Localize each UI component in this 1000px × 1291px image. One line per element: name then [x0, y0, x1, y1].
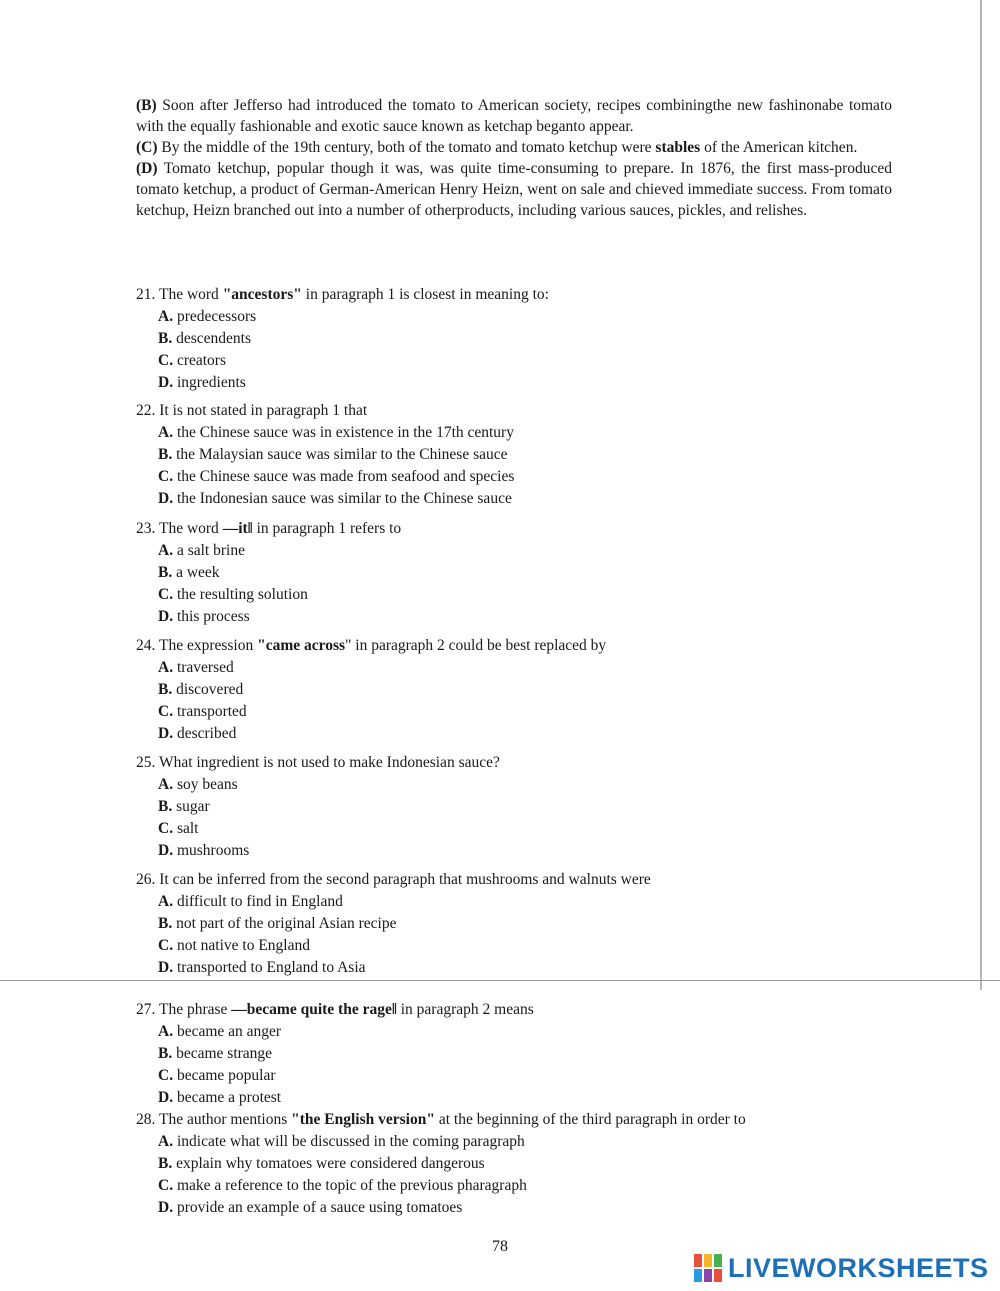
- option-b[interactable]: B. discovered: [158, 681, 244, 698]
- option-a[interactable]: A. traversed: [158, 659, 234, 676]
- option-a[interactable]: A. a salt brine: [158, 542, 245, 559]
- option-d[interactable]: D. mushrooms: [158, 842, 250, 859]
- option-a[interactable]: A. indicate what will be discussed in the coming paragraph: [158, 1133, 525, 1150]
- scan-edge-line: [980, 0, 982, 990]
- liveworksheets-logo: [694, 1252, 989, 1284]
- option-d[interactable]: D. the Indonesian sauce was similar to the Chinese sauce: [158, 490, 512, 507]
- paragraph-label: (D): [136, 160, 158, 177]
- liveworksheets-brand: LIVEWORKSHEETS: [728, 1252, 989, 1283]
- option-a[interactable]: A. difficult to find in England: [158, 893, 343, 910]
- question-28: [136, 1109, 896, 1219]
- option-b[interactable]: B. became strange: [158, 1045, 273, 1062]
- option-b[interactable]: B. a week: [158, 564, 220, 581]
- option-b[interactable]: B. explain why tomatoes were considered dangerous: [158, 1155, 485, 1172]
- option-c[interactable]: C. salt: [158, 820, 199, 837]
- option-d[interactable]: D. transported to England to Asia: [158, 959, 366, 976]
- option-c[interactable]: C. creators: [158, 352, 227, 369]
- paragraph-b: [136, 95, 892, 137]
- option-c[interactable]: C. the resulting solution: [158, 586, 308, 603]
- option-c[interactable]: C. the Chinese sauce was made from seafood and species: [158, 468, 515, 485]
- option-c[interactable]: C. transported: [158, 703, 247, 720]
- paragraph-text: Soon after Jefferso had introduced the tomato to American society, recipes combiningthe new fashinonabe tomato with the equally fashionable and exotic sauce known as ketchap beganto appear.: [136, 97, 892, 135]
- option-a[interactable]: A. predecessors: [158, 308, 257, 325]
- question-stem: 22. It is not stated in paragraph 1 that: [136, 402, 368, 419]
- option-d[interactable]: D. this process: [158, 608, 250, 625]
- paragraph-text: By the middle of the 19th century, both of the tomato and tomato ketchup were: [157, 139, 656, 156]
- option-d[interactable]: D. described: [158, 725, 237, 742]
- option-b[interactable]: B. the Malaysian sauce was similar to the Chinese sauce: [158, 446, 508, 463]
- option-c[interactable]: C. became popular: [158, 1067, 276, 1084]
- option-a[interactable]: A. became an anger: [158, 1023, 282, 1040]
- question-22: [136, 400, 896, 510]
- option-a[interactable]: A. the Chinese sauce was in existence in the 17th century: [158, 424, 514, 441]
- question-stem: 24. The expression "came across" in paragraph 2 could be best replaced by: [136, 637, 607, 654]
- page-number: 78: [492, 1238, 508, 1255]
- paragraph-d: [136, 158, 892, 221]
- option-b[interactable]: B. descendents: [158, 330, 251, 347]
- paragraph-text: Tomato ketchup, popular though it was, was quite time-consuming to prepare. In 1876, the first mass-produced tomato ketchup, a product of German-American Henry Heizn, went on sale and chieved immediate success. From tomato ketchup, Heizn branched out into a number of otherproducts, including various sauces, pickles, and relishes.: [136, 160, 892, 219]
- option-d[interactable]: D. ingredients: [158, 374, 246, 391]
- question-stem: 26. It can be inferred from the second paragraph that mushrooms and walnuts were: [136, 871, 651, 888]
- passage: [136, 95, 892, 221]
- question-list-lower: [136, 999, 896, 1219]
- option-c[interactable]: C. make a reference to the topic of the previous pharagraph: [158, 1177, 527, 1194]
- liveworksheets-logo-icon: [694, 1254, 722, 1282]
- bold-word: stables: [655, 139, 701, 156]
- option-d[interactable]: D. became a protest: [158, 1089, 282, 1106]
- paragraph-label: (C): [136, 139, 158, 156]
- question-stem: 27. The phrase —became quite the rage‖ in paragraph 2 means: [136, 1001, 534, 1018]
- option-d[interactable]: D. provide an example of a sauce using tomatoes: [158, 1199, 463, 1216]
- question-stem: 28. The author mentions "the English version" at the beginning of the third paragraph in order to: [136, 1111, 746, 1128]
- question-stem: 21. The word "ancestors" in paragraph 1 is closest in meaning to:: [136, 286, 549, 303]
- question-27: [136, 999, 896, 1109]
- option-a[interactable]: A. soy beans: [158, 776, 238, 793]
- option-b[interactable]: B. not part of the original Asian recipe: [158, 915, 397, 932]
- paragraph-text: of the American kitchen.: [700, 139, 858, 156]
- option-c[interactable]: C. not native to England: [158, 937, 310, 954]
- question-24: [136, 635, 896, 745]
- scan-divider-line: [0, 980, 1000, 981]
- question-stem: 23. The word —it‖ in paragraph 1 refers to: [136, 520, 402, 537]
- question-26: [136, 869, 896, 979]
- question-23: [136, 518, 896, 628]
- question-21: [136, 284, 896, 394]
- question-list-upper: [136, 284, 896, 979]
- paragraph-label: (B): [136, 97, 157, 114]
- question-25: [136, 752, 896, 862]
- question-stem: 25. What ingredient is not used to make Indonesian sauce?: [136, 754, 500, 771]
- option-b[interactable]: B. sugar: [158, 798, 210, 815]
- paragraph-c: [136, 137, 892, 158]
